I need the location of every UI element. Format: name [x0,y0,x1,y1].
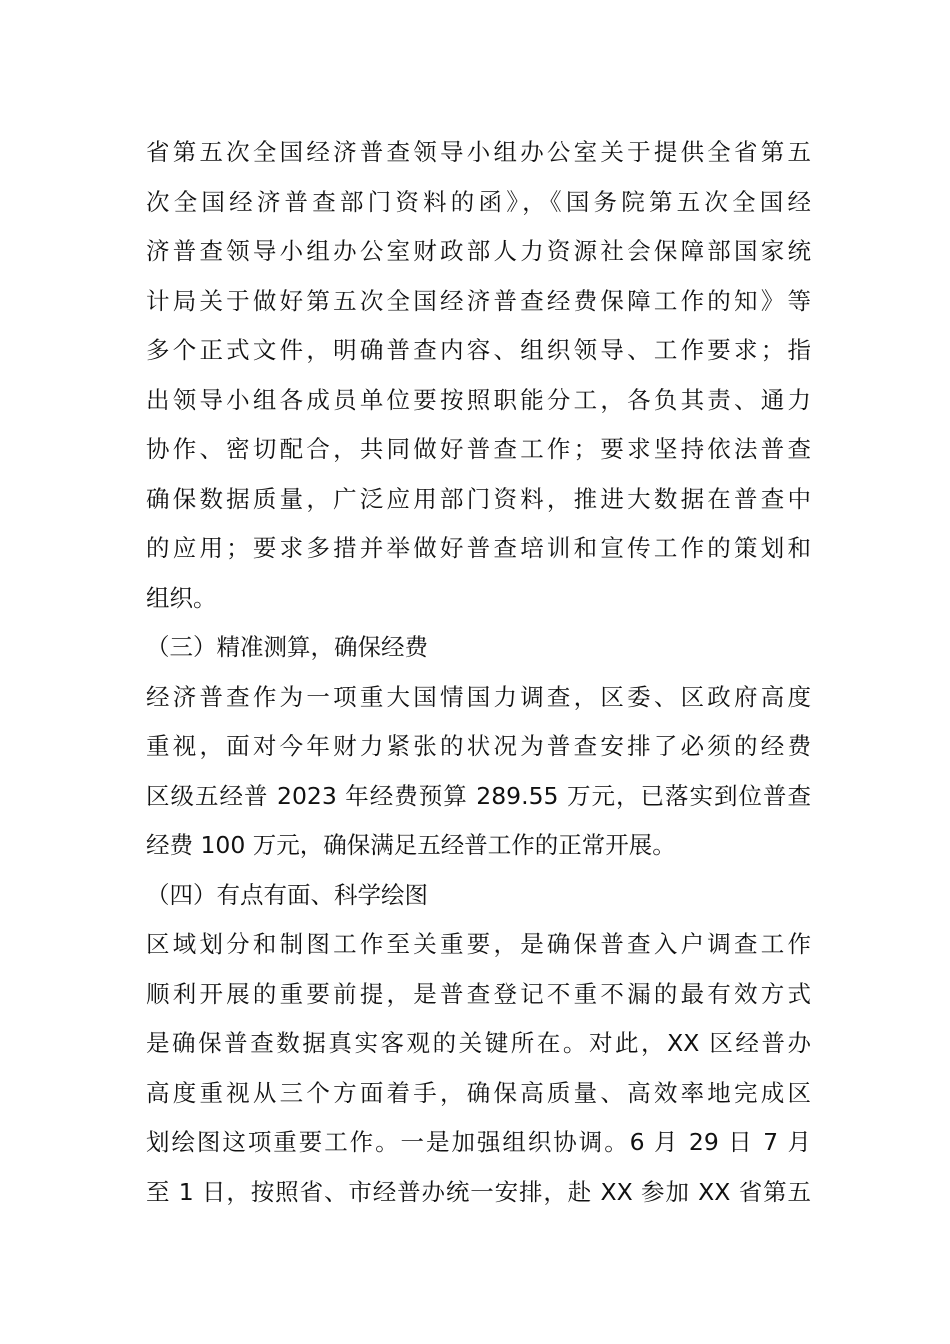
paragraph-1-line-4: 计局关于做好第五次全国经济普查经费保障工作的知》等 [146,286,811,315]
paragraph-1-line-10: 组织。 [146,583,217,612]
paragraph-3-line-1: 区域划分和制图工作至关重要，是确保普查入户调查工作 [146,930,811,958]
paragraph-2-line-3: 区级五经普 2023 年经费预算 289.55 万元，已落实到位普查 [146,781,811,810]
paragraph-1-line-1: 省第五次全国经济普查领导小组办公室关于提供全省第五 [146,138,811,166]
document-body [146,128,811,1217]
paragraph-3-line-6: 至 1 日，按照省、市经普办统一安排，赴 XX 参加 XX 省第五 [146,1177,811,1206]
section-heading-3: （三）精准测算，确保经费 [146,633,428,661]
paragraph-3-line-2: 顺利开展的重要前提，是普查登记不重不漏的最有效方式 [146,979,811,1008]
paragraph-2-line-1: 经济普查作为一项重大国情国力调查，区委、区政府高度 [146,682,811,711]
paragraph-3-line-5: 划绘图这项重要工作。一是加强组织协调。6 月 29 日 7 月 [146,1128,811,1156]
paragraph-1-line-6: 出领导小组各成员单位要按照职能分工，各负其责、通力 [146,385,811,414]
paragraph-2-line-4: 经费 100 万元，确保满足五经普工作的正常开展。 [146,831,676,859]
paragraph-1-line-3: 济普查领导小组办公室财政部人力资源社会保障部国家统 [146,237,811,265]
paragraph-1-line-2: 次全国经济普查部门资料的函》，《国务院第五次全国经 [146,187,811,216]
paragraph-2-line-2: 重视，面对今年财力紧张的状况为普查安排了必须的经费 [146,732,811,760]
paragraph-1-line-5: 多个正式文件，明确普查内容、组织领导、工作要求；指 [146,336,811,364]
paragraph-1-line-8: 确保数据质量，广泛应用部门资料，推进大数据在普查中 [146,484,811,513]
paragraph-3-line-3: 是确保普查数据真实客观的关键所在。对此，XX 区经普办 [146,1029,811,1057]
paragraph-1-line-9: 的应用；要求多措并举做好普查培训和宣传工作的策划和 [146,534,811,562]
paragraph-3-line-4: 高度重视从三个方面着手，确保高质量、高效率地完成区 [146,1078,811,1107]
section-heading-4: （四）有点有面、科学绘图 [146,880,428,909]
paragraph-1-line-7: 协作、密切配合，共同做好普查工作；要求坚持依法普查 [146,435,811,463]
